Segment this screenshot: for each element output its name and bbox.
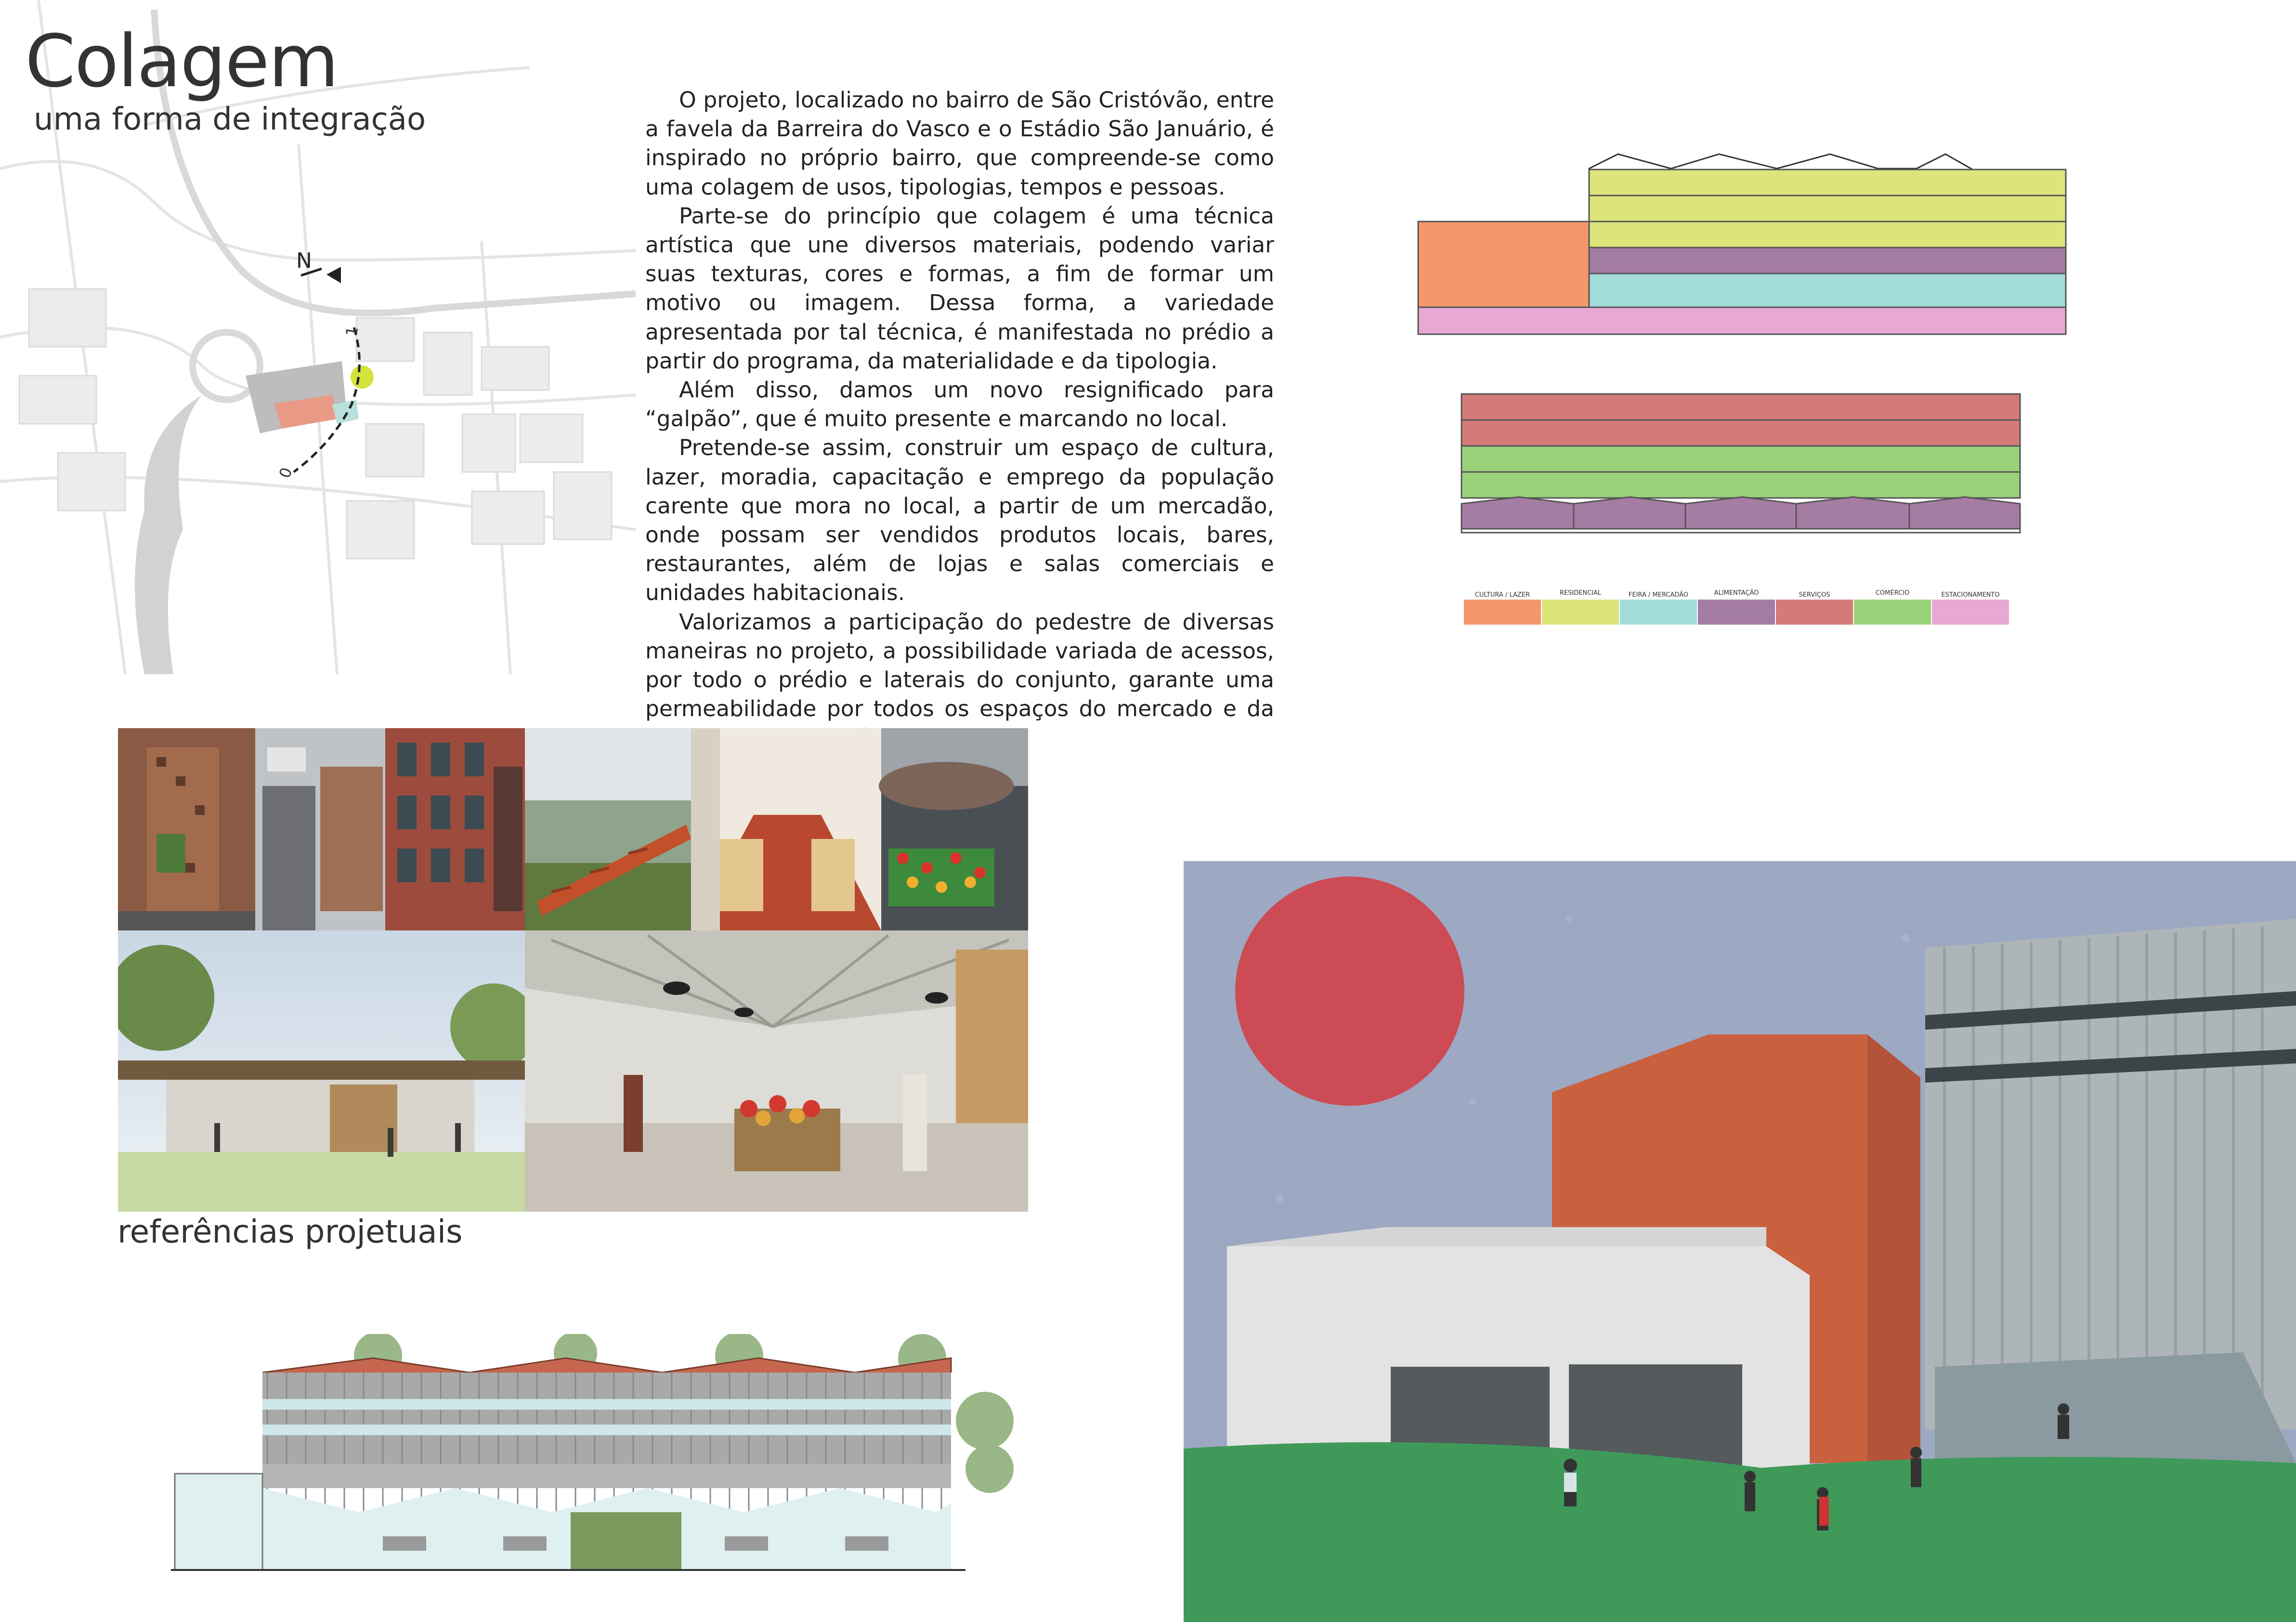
reference-photo-concrete-house xyxy=(255,728,385,930)
page-subtitle: uma forma de integração xyxy=(34,102,426,137)
paragraph: Além disso, damos um novo resignificado para “galpão”, que é muito presente e marcando no local. xyxy=(645,377,1274,432)
parking-block xyxy=(1418,307,2066,334)
references-label: referências projetuais xyxy=(117,1213,463,1250)
reference-photo-plaza xyxy=(118,930,537,1212)
reference-collage xyxy=(118,728,1028,1212)
culture-block xyxy=(1418,222,1589,307)
food-roof xyxy=(1461,497,2020,529)
paragraph: O projeto, localizado no bairro de São Cristóvão, entre a favela da Barreira do Vasco e o Estádio São Januário, é inspirado no próprio bairro, que compreende-se como uma colagem de usos, tipologias, tempos e pessoas. xyxy=(645,87,1274,200)
services-block xyxy=(1461,420,2020,446)
lawn xyxy=(1184,1442,2296,1622)
reference-photo-food-hall xyxy=(525,930,1028,1212)
legend-label: CULTURA / LAZER xyxy=(1474,591,1530,599)
commerce-block xyxy=(1461,472,2020,498)
paragraph: Pretende-se assim, construir um espaço de cultura, lazer, moradia, capacitação e emprego da população carente que mora no local, a partir de um mercadão, onde possam ser vendidos produtos locais, bares, restaurantes, além de lojas e salas comerciais e unidades habitacionais. xyxy=(645,435,1274,606)
reference-photo-brick-building xyxy=(385,728,525,930)
legend-swatch xyxy=(1854,600,1931,625)
program-legend xyxy=(1464,585,2013,628)
paragraph: Valorizamos a participação do pedestre de diversas maneiras no projeto, a possibilidade variada de acessos, por todo o prédio e laterais do conjunto, garante uma permeabilidade por todos os espaços do mercado e da xyxy=(645,609,1274,722)
section-start-label: 0 xyxy=(275,465,296,481)
program-elevation-diagram xyxy=(1459,390,2022,535)
legend-swatch xyxy=(1620,600,1697,625)
market-block xyxy=(1589,274,2066,307)
page-title: Colagem xyxy=(25,20,338,104)
body-text xyxy=(645,86,1274,753)
commerce-block xyxy=(1461,446,2020,472)
legend-label: ALIMENTAÇÃO xyxy=(1714,589,1759,597)
reference-photo-bridge xyxy=(525,728,691,930)
legend-label: ESTACIONAMENTO xyxy=(1941,591,2000,599)
residential-block xyxy=(1589,196,2066,222)
reference-photo-market-stall xyxy=(879,728,1028,930)
legend-label: FEIRA / MERCADÃO xyxy=(1628,591,1689,599)
perspective-collage xyxy=(1184,861,2296,1622)
legend-swatch xyxy=(1542,600,1619,625)
residential-block xyxy=(1589,222,2066,248)
services-block xyxy=(1461,394,2020,420)
north-arrow-icon xyxy=(296,249,341,283)
reference-photo-market-interior xyxy=(691,728,881,930)
section-end-label: 1 xyxy=(342,325,362,338)
legend-label: RESIDENCIAL xyxy=(1559,589,1602,597)
food-block xyxy=(1589,248,2066,274)
red-sun xyxy=(1235,876,1464,1106)
legend-swatch xyxy=(1776,600,1853,625)
north-label: N xyxy=(296,249,312,273)
legend-label: COMÉRCIO xyxy=(1875,589,1910,597)
reference-photo-brick-facade xyxy=(118,728,255,930)
residential-block xyxy=(1589,170,2066,196)
legend-swatch xyxy=(1698,600,1775,625)
legend-label: SERVIÇOS xyxy=(1799,591,1830,599)
front-elevation-drawing xyxy=(171,1334,1014,1575)
program-section-diagram xyxy=(1416,144,2071,337)
legend-swatch xyxy=(1932,600,2009,625)
paragraph: Parte-se do princípio que colagem é uma técnica artística que une diversos materiais, podendo variar suas texturas, cores e formas, a fim de formar um motivo ou imagem. Dessa forma, a variedade apresentada por tal técnica, é manifestada no prédio a partir do programa, da materialidade e da tipologia. xyxy=(645,203,1274,374)
legend-swatch xyxy=(1464,600,1541,625)
